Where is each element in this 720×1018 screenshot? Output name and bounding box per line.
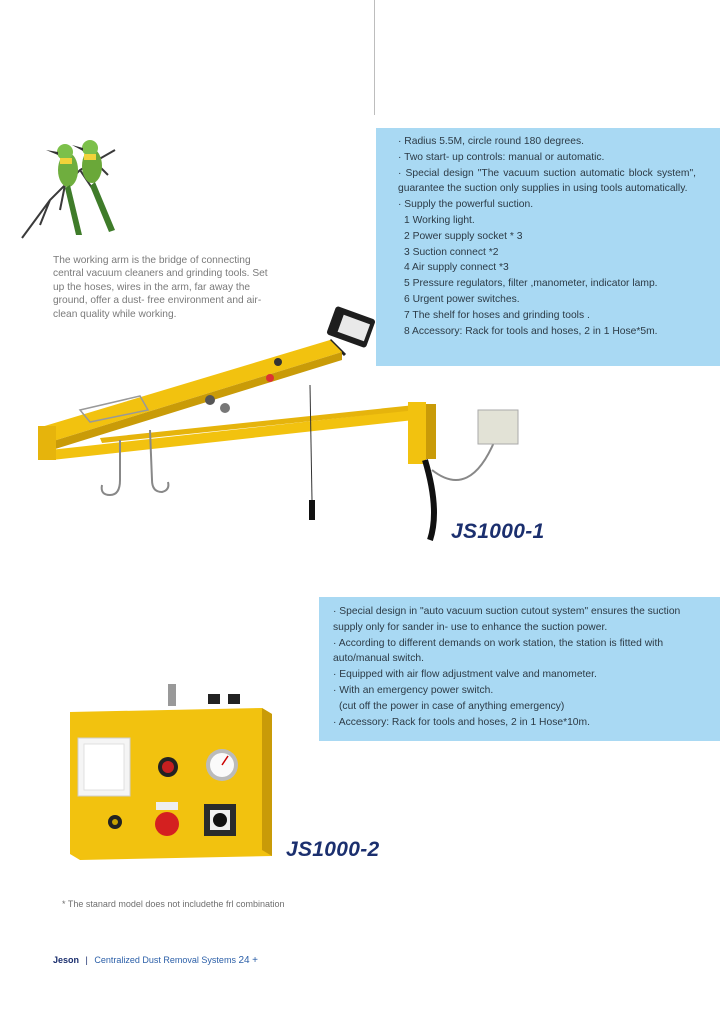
spec-item: 5 Pressure regulators, filter ,manometer, indicator lamp. <box>404 278 658 290</box>
spec-item: 4 Air supply connect *3 <box>404 262 509 274</box>
spec-item: · Radius 5.5M, circle round 180 degrees. <box>398 136 585 147</box>
page-footer <box>53 955 258 966</box>
footer-brand: Jeson <box>53 955 80 965</box>
control-box-product-image <box>60 682 282 862</box>
spec-item: · Special design in "auto vacuum suction cutout system" ensures the suction supply only for sander in- use to enhance the suction power. <box>333 606 681 633</box>
spec-item: 7 The shelf for hoses and grinding tools . <box>404 309 590 321</box>
spec-item: · Accessory: Rack for tools and hoses, 2 in 1 Hose*10m. <box>333 716 590 728</box>
spec-item: 3 Suction connect *2 <box>404 246 499 258</box>
spec-item: · With an emergency power switch. <box>333 684 494 696</box>
footer-title: Centralized Dust Removal Systems <box>94 955 236 965</box>
model-label-js1000-2: JS1000-2 <box>286 838 380 861</box>
spec-item: 1 Working light. <box>404 214 475 226</box>
spec-item: (cut off the power in case of anything emergency) <box>339 700 565 712</box>
footer-page-number: 24 <box>238 955 250 966</box>
spec-item: 6 Urgent power switches. <box>404 293 520 305</box>
spec-item: 2 Power supply socket * 3 <box>404 230 523 242</box>
top-divider-line <box>374 0 375 115</box>
spec-item: · Supply the powerful suction. <box>398 199 534 211</box>
intro-paragraph: The working arm is the bridge of connecting central vacuum cleaners and grinding tools. Set up the hoses, wires in the arm, far away the ground, offer a dust- free environment and air-clean quality while working. <box>53 255 268 320</box>
footer-separator: | <box>85 955 88 965</box>
footnote: * The stanard model does not includethe frl combination <box>62 899 285 909</box>
model-label-js1000-1: JS1000-1 <box>451 520 545 543</box>
spec-item: · Equipped with air flow adjustment valve and manometer. <box>333 669 597 681</box>
spec-item: · Two start- up controls: manual or automatic. <box>398 151 605 163</box>
birds-on-branch-image <box>20 130 140 245</box>
footer-plus: + <box>252 955 258 966</box>
spec-item: · According to different demands on work station, the station is fitted with auto/manual switch. <box>333 637 664 665</box>
spec-item: · Special design "The vacuum suction automatic block system", guarantee the suction only supplies in using tools automatically. <box>398 167 696 195</box>
spec-item: 8 Accessory: Rack for tools and hoses, 2 in 1 Hose*5m. <box>404 325 658 337</box>
js1000-2-spec-panel <box>319 597 720 741</box>
